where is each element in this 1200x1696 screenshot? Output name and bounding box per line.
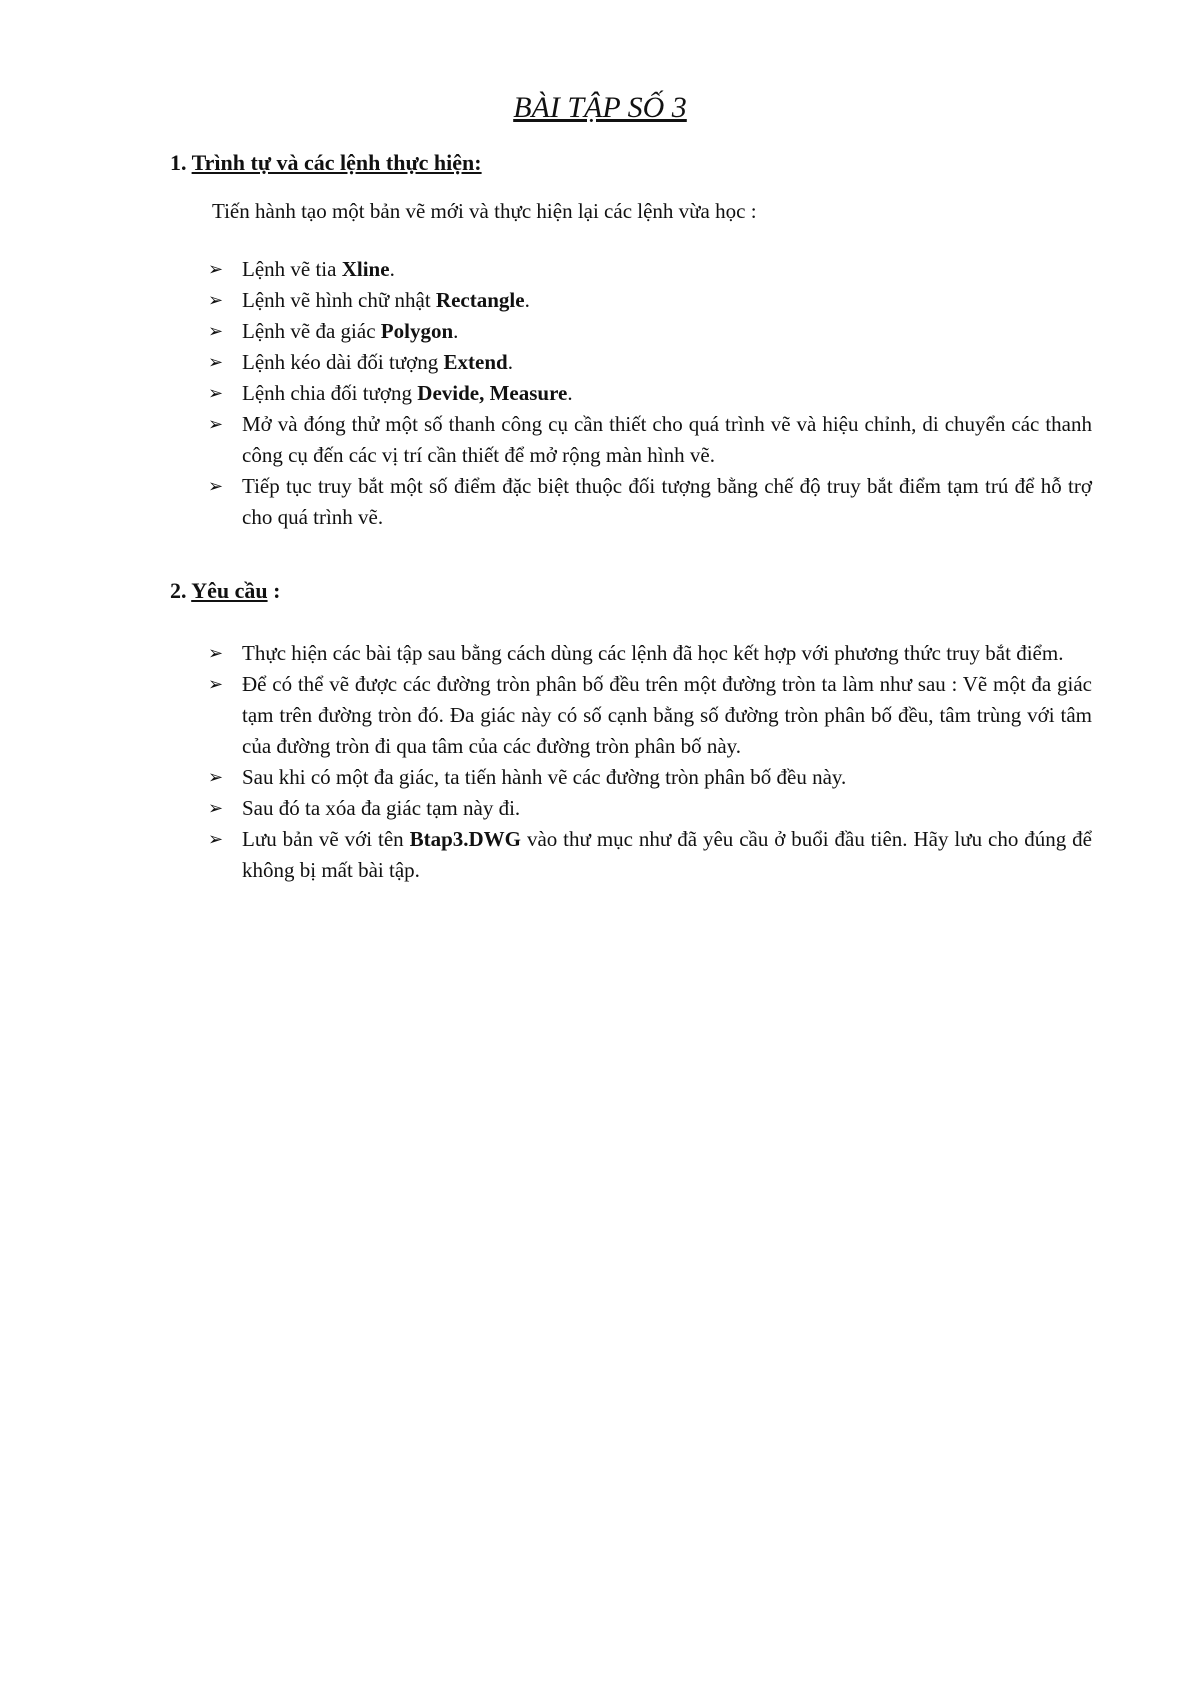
list-item-text: Để có thể vẽ được các đường tròn phân bố đều trên một đường tròn ta làm như sau : Vẽ một đa giác tạm trên đường tròn đó. Đa giác này có số cạnh bằng số đường tròn phân bố đều, tâm trùng với tâm của đường tròn đi qua tâm của các đường tròn phân bố này.: [242, 672, 1092, 758]
list-item-text: Lệnh vẽ hình chữ nhật: [242, 288, 436, 312]
arrow-bullet-icon: ➢: [208, 674, 224, 695]
arrow-bullet-icon: ➢: [208, 643, 224, 664]
arrow-bullet-icon: ➢: [208, 829, 224, 850]
list-item-text: Lệnh vẽ tia: [242, 257, 342, 281]
command-name: Polygon: [380, 319, 454, 343]
list-item-text: Thực hiện các bài tập sau bằng cách dùng các lệnh đã học kết hợp với phương thức truy bắt điểm.: [242, 641, 1064, 665]
section-1-title: Trình tự và các lệnh thực hiện:: [191, 150, 482, 175]
list-item: [0, 409, 1092, 471]
list-item-text: Mở và đóng thử một số thanh công cụ cần thiết cho quá trình vẽ và hiệu chỉnh, di chuyển các thanh công cụ đến các vị trí cần thiết để mở rộng màn hình vẽ.: [242, 412, 1092, 467]
list-item: [0, 347, 1092, 378]
section-2-heading: [170, 576, 280, 606]
list-item: [0, 824, 1092, 886]
arrow-bullet-icon: ➢: [208, 798, 224, 819]
list-item: [0, 378, 1092, 409]
list-item: [0, 471, 1092, 533]
command-name: Extend: [443, 350, 508, 374]
command-name: Btap3.DWG: [409, 827, 522, 851]
list-item: [0, 316, 1092, 347]
command-name: Devide, Measure: [417, 381, 568, 405]
arrow-bullet-icon: ➢: [208, 259, 224, 280]
list-item-suffix: .: [567, 381, 573, 405]
list-item-suffix: .: [389, 257, 395, 281]
list-item: [0, 762, 1092, 793]
list-item-suffix: vào thư mục như đã yêu cầu ở buổi đầu tiên. Hãy lưu cho đúng để không bị mất bài tập.: [242, 827, 1093, 882]
arrow-bullet-icon: ➢: [208, 414, 224, 435]
list-item-text: Sau đó ta xóa đa giác tạm này đi.: [242, 796, 521, 820]
list-item-text: Lưu bản vẽ với tên: [242, 827, 410, 851]
section-1-number: 1.: [170, 150, 187, 175]
list-item: [0, 669, 1092, 762]
list-item: [0, 254, 1092, 285]
list-item-text: Lệnh vẽ đa giác: [242, 319, 381, 343]
list-item: [0, 285, 1092, 316]
section-2-title: Yêu cầu: [191, 578, 268, 603]
arrow-bullet-icon: ➢: [208, 383, 224, 404]
page-title: BÀI TẬP SỐ 3: [513, 91, 687, 124]
list-item: [0, 793, 1092, 824]
section-1-heading: [170, 148, 482, 178]
list-item-text: Sau khi có một đa giác, ta tiến hành vẽ các đường tròn phân bố đều này.: [242, 765, 847, 789]
list-item-text: Lệnh chia đối tượng: [242, 381, 418, 405]
command-name: Rectangle: [435, 288, 525, 312]
arrow-bullet-icon: ➢: [208, 290, 224, 311]
section-2-title-suffix: :: [267, 578, 281, 603]
list-item-suffix: .: [507, 350, 513, 374]
arrow-bullet-icon: ➢: [208, 476, 224, 497]
section-1-intro: Tiến hành tạo một bản vẽ mới và thực hiện lại các lệnh vừa học :: [212, 199, 757, 223]
list-item-text: Lệnh kéo dài đối tượng: [242, 350, 444, 374]
section-2-number: 2.: [170, 578, 187, 603]
arrow-bullet-icon: ➢: [208, 767, 224, 788]
list-item-suffix: .: [453, 319, 459, 343]
command-name: Xline: [341, 257, 390, 281]
list-item: [0, 638, 1092, 669]
arrow-bullet-icon: ➢: [208, 321, 224, 342]
section-2-list: [0, 638, 1092, 886]
list-item-suffix: .: [524, 288, 530, 312]
list-item-text: Tiếp tục truy bắt một số điểm đặc biệt thuộc đối tượng bằng chế độ truy bắt điểm tạm trú để hỗ trợ cho quá trình vẽ.: [242, 474, 1092, 529]
arrow-bullet-icon: ➢: [208, 352, 224, 373]
section-1-list: [0, 254, 1092, 533]
